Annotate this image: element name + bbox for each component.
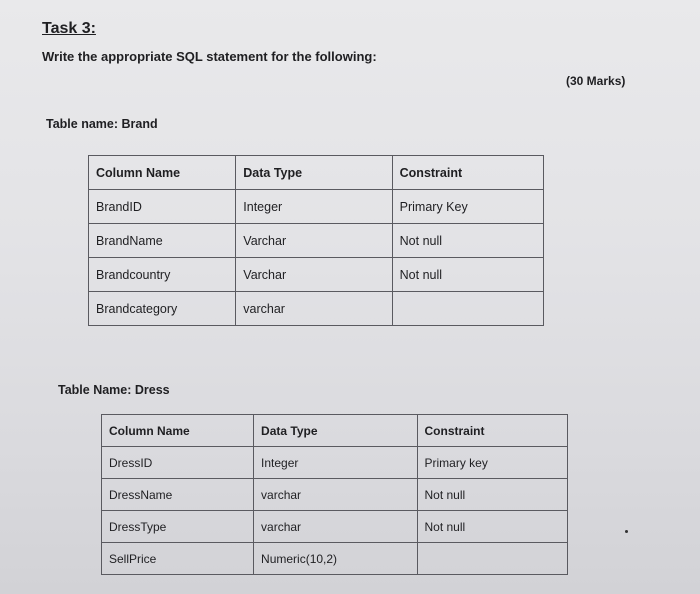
table-row — [102, 447, 568, 479]
header-cell: Data Type — [236, 156, 392, 190]
table-cell: Not null — [417, 479, 568, 511]
table-cell: Integer — [254, 447, 417, 479]
table-row — [89, 292, 544, 326]
table-cell: Varchar — [236, 258, 392, 292]
table-cell: BrandName — [89, 224, 236, 258]
table-cell: Primary Key — [392, 190, 543, 224]
table-cell — [417, 543, 568, 575]
table-cell: Varchar — [236, 224, 392, 258]
table-cell: varchar — [254, 511, 417, 543]
table-cell: Brandcategory — [89, 292, 236, 326]
header-cell: Constraint — [417, 415, 568, 447]
table-cell: DressType — [102, 511, 254, 543]
brand-table — [88, 155, 544, 326]
table-cell: Primary key — [417, 447, 568, 479]
instruction-text: Write the appropriate SQL statement for the following: — [42, 49, 377, 64]
header-cell: Column Name — [89, 156, 236, 190]
table-cell: BrandID — [89, 190, 236, 224]
table-header-row — [89, 156, 544, 190]
table-cell: DressName — [102, 479, 254, 511]
table-cell: Not null — [417, 511, 568, 543]
marks-label: (30 Marks) — [566, 74, 626, 88]
table-row — [89, 224, 544, 258]
table-cell: DressID — [102, 447, 254, 479]
table-cell: Not null — [392, 258, 543, 292]
table-row — [102, 479, 568, 511]
table-cell: Numeric(10,2) — [254, 543, 417, 575]
table-cell — [392, 292, 543, 326]
header-cell: Constraint — [392, 156, 543, 190]
dress-table-name: Table Name: Dress — [58, 383, 170, 397]
stray-mark — [625, 530, 628, 533]
table-cell: varchar — [254, 479, 417, 511]
header-cell: Column Name — [102, 415, 254, 447]
table-row — [89, 190, 544, 224]
table-row — [89, 258, 544, 292]
brand-table-name: Table name: Brand — [46, 117, 158, 131]
table-cell: Integer — [236, 190, 392, 224]
dress-table — [101, 414, 568, 575]
table-cell: Brandcountry — [89, 258, 236, 292]
table-cell: Not null — [392, 224, 543, 258]
table-header-row — [102, 415, 568, 447]
header-cell: Data Type — [254, 415, 417, 447]
table-cell: varchar — [236, 292, 392, 326]
task-title: Task 3: — [42, 20, 96, 37]
table-row — [102, 543, 568, 575]
table-cell: SellPrice — [102, 543, 254, 575]
table-row — [102, 511, 568, 543]
